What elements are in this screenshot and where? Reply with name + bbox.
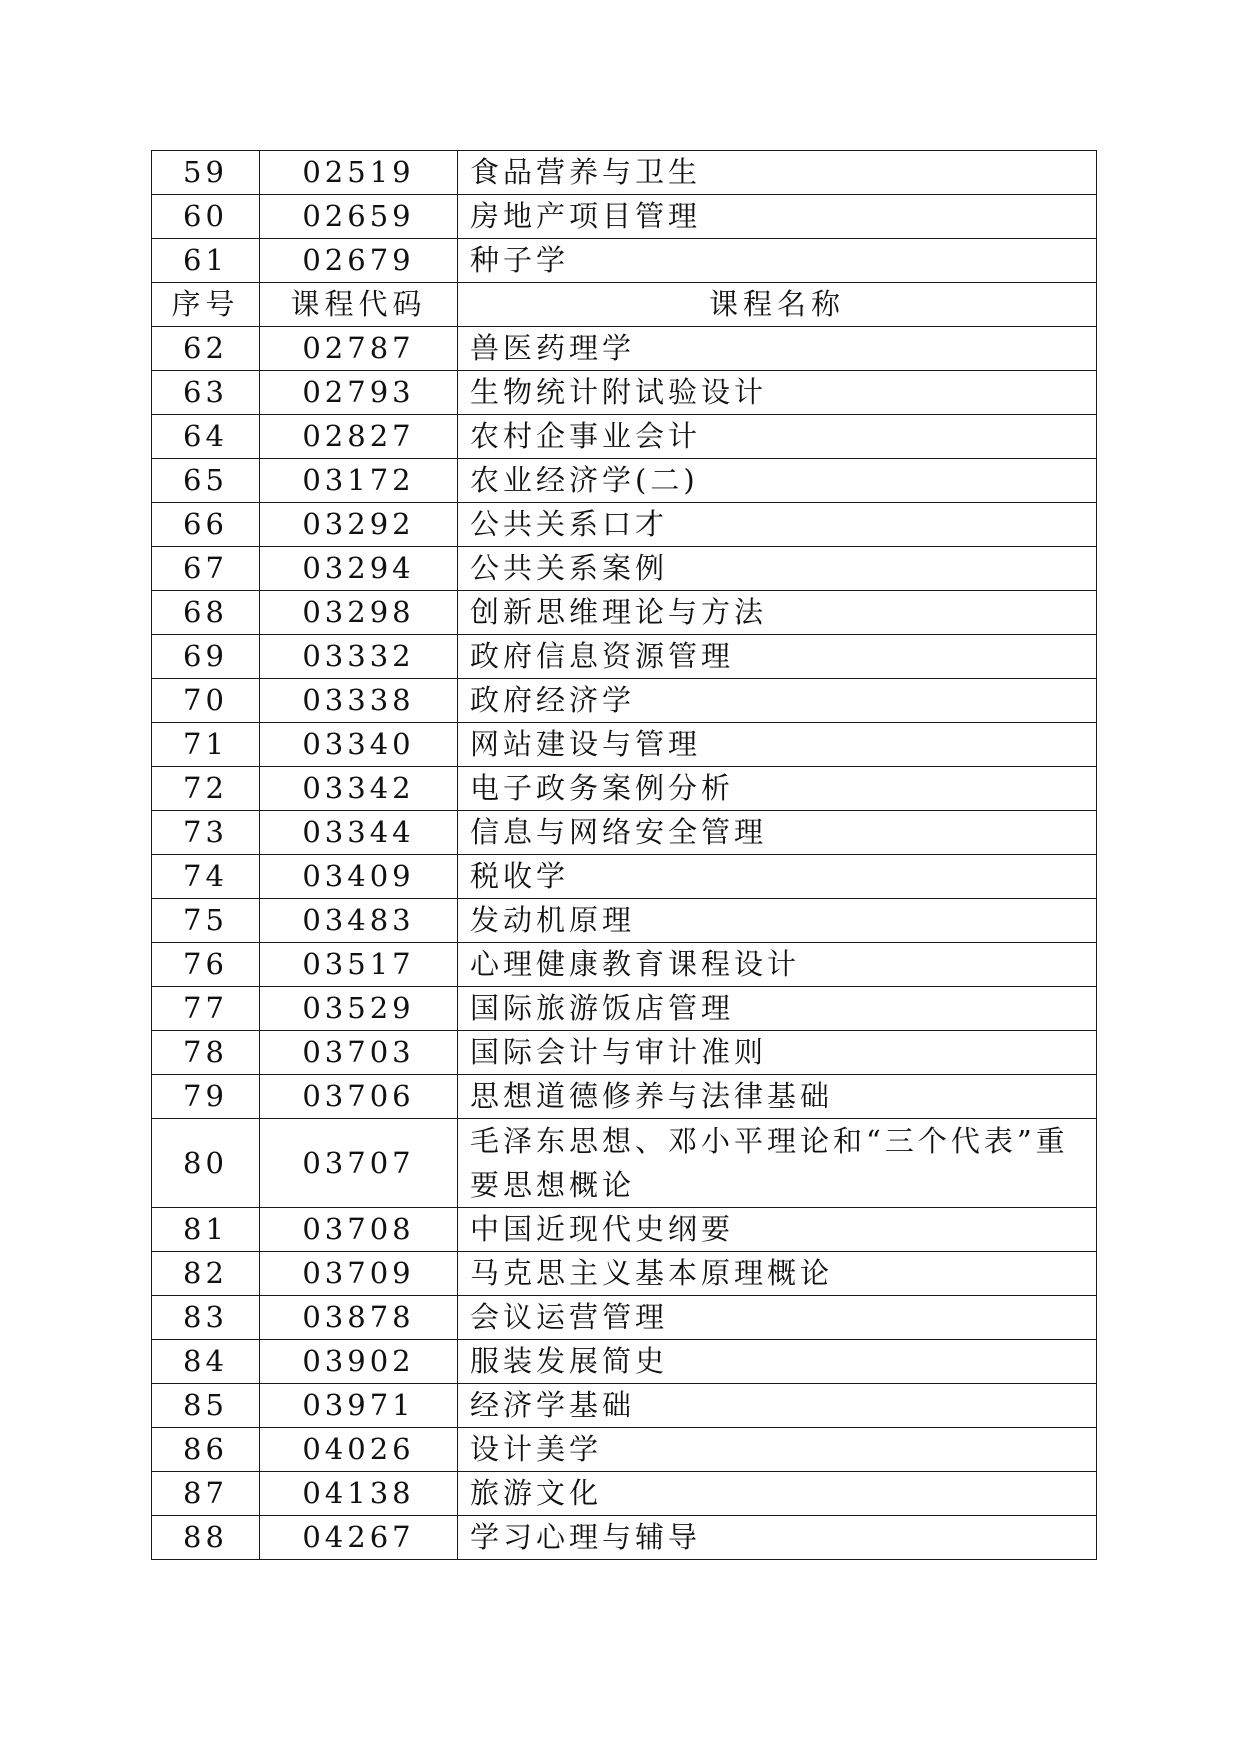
name-cell: 税收学	[458, 855, 1097, 899]
name-cell: 政府信息资源管理	[458, 635, 1097, 679]
table-row	[152, 459, 1097, 503]
seq-cell: 86	[152, 1428, 260, 1472]
table-row	[152, 195, 1097, 239]
code-cell: 02793	[260, 371, 458, 415]
table-row	[152, 1252, 1097, 1296]
table-row	[152, 943, 1097, 987]
name-cell: 中国近现代史纲要	[458, 1208, 1097, 1252]
code-cell: 03344	[260, 811, 458, 855]
code-cell: 03332	[260, 635, 458, 679]
seq-cell: 63	[152, 371, 260, 415]
table-row	[152, 1472, 1097, 1516]
name-cell: 信息与网络安全管理	[458, 811, 1097, 855]
code-cell: 03340	[260, 723, 458, 767]
code-cell: 03709	[260, 1252, 458, 1296]
table-row	[152, 503, 1097, 547]
table-row	[152, 547, 1097, 591]
code-cell: 03708	[260, 1208, 458, 1252]
name-cell: 设计美学	[458, 1428, 1097, 1472]
code-cell: 02787	[260, 327, 458, 371]
name-cell: 农村企事业会计	[458, 415, 1097, 459]
table-row	[152, 1384, 1097, 1428]
seq-cell: 81	[152, 1208, 260, 1252]
code-cell: 04138	[260, 1472, 458, 1516]
seq-cell: 80	[152, 1119, 260, 1208]
seq-cell: 67	[152, 547, 260, 591]
name-cell: 服装发展简史	[458, 1340, 1097, 1384]
seq-cell: 62	[152, 327, 260, 371]
seq-cell: 60	[152, 195, 260, 239]
seq-cell: 73	[152, 811, 260, 855]
table-row	[152, 767, 1097, 811]
name-cell: 兽医药理学	[458, 327, 1097, 371]
name-cell: 政府经济学	[458, 679, 1097, 723]
table-row	[152, 987, 1097, 1031]
code-cell: 04267	[260, 1516, 458, 1560]
code-cell: 03409	[260, 855, 458, 899]
code-cell: 03517	[260, 943, 458, 987]
code-cell: 02827	[260, 415, 458, 459]
table-row	[152, 679, 1097, 723]
code-cell: 03902	[260, 1340, 458, 1384]
seq-cell: 83	[152, 1296, 260, 1340]
name-cell: 网站建设与管理	[458, 723, 1097, 767]
table-row	[152, 1340, 1097, 1384]
name-cell: 发动机原理	[458, 899, 1097, 943]
name-cell: 心理健康教育课程设计	[458, 943, 1097, 987]
seq-cell: 64	[152, 415, 260, 459]
code-cell: 03706	[260, 1075, 458, 1119]
table-row	[152, 1031, 1097, 1075]
table-row	[152, 1119, 1097, 1208]
seq-cell: 72	[152, 767, 260, 811]
header-name: 课程名称	[458, 283, 1097, 327]
seq-cell: 70	[152, 679, 260, 723]
table-row	[152, 1208, 1097, 1252]
name-cell: 农业经济学(二)	[458, 459, 1097, 503]
table-row	[152, 371, 1097, 415]
seq-cell: 82	[152, 1252, 260, 1296]
header-code: 课程代码	[260, 283, 458, 327]
code-cell: 03529	[260, 987, 458, 1031]
table-row	[152, 1428, 1097, 1472]
code-cell: 04026	[260, 1428, 458, 1472]
header-seq: 序号	[152, 283, 260, 327]
table-row	[152, 1075, 1097, 1119]
name-cell: 创新思维理论与方法	[458, 591, 1097, 635]
code-cell: 03878	[260, 1296, 458, 1340]
table-row	[152, 327, 1097, 371]
seq-cell: 79	[152, 1075, 260, 1119]
seq-cell: 74	[152, 855, 260, 899]
code-cell: 02659	[260, 195, 458, 239]
name-cell: 国际旅游饭店管理	[458, 987, 1097, 1031]
name-cell: 会议运营管理	[458, 1296, 1097, 1340]
seq-cell: 87	[152, 1472, 260, 1516]
seq-cell: 88	[152, 1516, 260, 1560]
code-cell: 02519	[260, 151, 458, 195]
name-cell: 毛泽东思想、邓小平理论和“三个代表”重要思想概论	[458, 1119, 1097, 1208]
code-cell: 03338	[260, 679, 458, 723]
name-cell: 国际会计与审计准则	[458, 1031, 1097, 1075]
name-cell: 公共关系口才	[458, 503, 1097, 547]
course-table	[151, 150, 1097, 1560]
name-cell: 房地产项目管理	[458, 195, 1097, 239]
table-row	[152, 1516, 1097, 1560]
name-cell: 生物统计附试验设计	[458, 371, 1097, 415]
code-cell: 03292	[260, 503, 458, 547]
code-cell: 03294	[260, 547, 458, 591]
table-row	[152, 1296, 1097, 1340]
name-cell: 马克思主义基本原理概论	[458, 1252, 1097, 1296]
table-header-row	[152, 283, 1097, 327]
code-cell: 03342	[260, 767, 458, 811]
seq-cell: 78	[152, 1031, 260, 1075]
table-row	[152, 415, 1097, 459]
code-cell: 03703	[260, 1031, 458, 1075]
code-cell: 03172	[260, 459, 458, 503]
seq-cell: 59	[152, 151, 260, 195]
seq-cell: 85	[152, 1384, 260, 1428]
seq-cell: 77	[152, 987, 260, 1031]
name-cell: 电子政务案例分析	[458, 767, 1097, 811]
name-cell: 思想道德修养与法律基础	[458, 1075, 1097, 1119]
name-cell: 公共关系案例	[458, 547, 1097, 591]
seq-cell: 66	[152, 503, 260, 547]
table-row	[152, 239, 1097, 283]
seq-cell: 68	[152, 591, 260, 635]
code-cell: 03707	[260, 1119, 458, 1208]
seq-cell: 75	[152, 899, 260, 943]
code-cell: 03483	[260, 899, 458, 943]
table-row	[152, 855, 1097, 899]
table-row	[152, 723, 1097, 767]
seq-cell: 84	[152, 1340, 260, 1384]
table-row	[152, 811, 1097, 855]
table-row	[152, 591, 1097, 635]
table-row	[152, 151, 1097, 195]
name-cell: 食品营养与卫生	[458, 151, 1097, 195]
name-cell: 种子学	[458, 239, 1097, 283]
course-table-body	[152, 151, 1097, 1560]
code-cell: 03971	[260, 1384, 458, 1428]
code-cell: 03298	[260, 591, 458, 635]
code-cell: 02679	[260, 239, 458, 283]
table-row	[152, 635, 1097, 679]
seq-cell: 76	[152, 943, 260, 987]
seq-cell: 71	[152, 723, 260, 767]
name-cell: 旅游文化	[458, 1472, 1097, 1516]
seq-cell: 69	[152, 635, 260, 679]
seq-cell: 61	[152, 239, 260, 283]
seq-cell: 65	[152, 459, 260, 503]
name-cell: 学习心理与辅导	[458, 1516, 1097, 1560]
table-row	[152, 899, 1097, 943]
name-cell: 经济学基础	[458, 1384, 1097, 1428]
